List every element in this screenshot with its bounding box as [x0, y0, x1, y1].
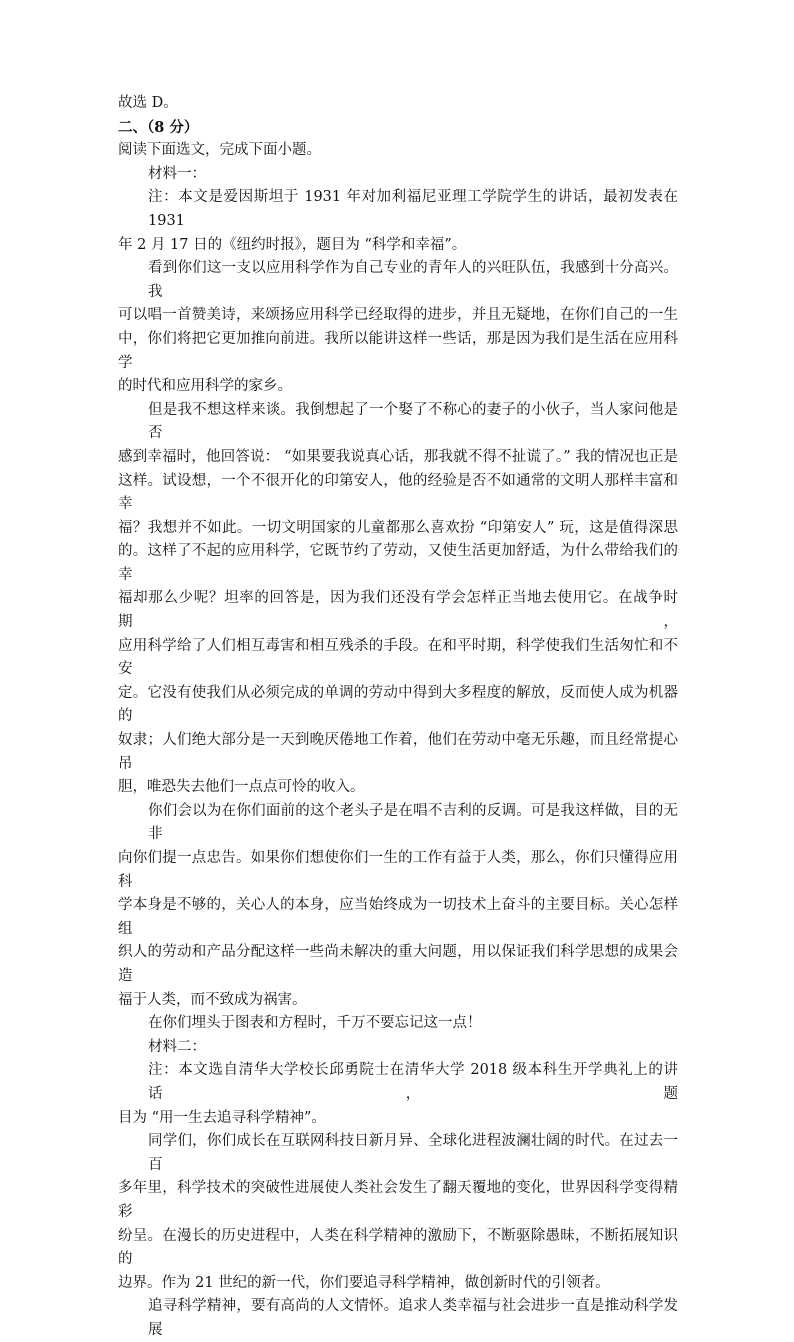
text-line: 阅读下面选文，完成下面小题。 — [118, 142, 321, 159]
text-line: 定。它没有使我们从必须完成的单调的劳动中得到大多程度的解放，反而使人成为机器的 — [118, 684, 678, 725]
text-line: 福却那么少呢？坦率的回答是，因为我们还没有学会怎样正当地去使用它。在战争时期， — [118, 590, 678, 631]
text-line: 可以唱一首赞美诗，来颂扬应用科学已经取得的进步，并且无疑地，在你们自己的一生 — [118, 307, 678, 324]
text-line: 看到你们这一支以应用科学作为自己专业的青年人的兴旺队伍，我感到十分高兴。我 — [148, 260, 678, 300]
text-line: 注：本文选自清华大学校长邱勇院士在清华大学 2018 级本科生开学典礼上的讲话，题 — [148, 1062, 678, 1102]
text-line: 应用科学给了人们相互毒害和相互残杀的手段。在和平时期，科学使我们生活匆忙和不安 — [118, 637, 678, 678]
text-line: 奴隶；人们绝大部分是一天到晚厌倦地工作着，他们在劳动中毫无乐趣，而且经常提心吊 — [118, 732, 678, 772]
text-line: 你们会以为在你们面前的这个老头子是在唱不吉利的反调。可是我这样做，目的无非 — [148, 802, 678, 843]
text-line: 的时代和应用科学的家乡。 — [118, 378, 292, 395]
text-line: 年 2 月 17 日的《纽约时报》，题目为 “科学和幸福”。 — [118, 236, 467, 253]
text-line: 向你们提一点忠告。如果你们想使你们一生的工作有益于人类，那么，你们只懂得应用科 — [118, 850, 678, 890]
text-line: 这样。试设想，一个不很开化的印第安人，他的经验是否不如通常的文明人那样丰富和幸 — [118, 472, 678, 513]
text-line: 在你们埋头于图表和方程时，千万不要忘记这一点！ — [148, 1015, 482, 1032]
text-line: 注：本文是爱因斯坦于 1931 年对加利福尼亚理工学院学生的讲话，最初发表在 1931 — [148, 189, 678, 229]
text-line: 福于人类，而不致成为祸害。 — [118, 991, 307, 1008]
text-line: 织人的劳动和产品分配这样一些尚未解决的重大问题，用以保证我们科学思想的成果会造 — [118, 944, 678, 984]
text-line: 同学们，你们成长在互联网科技日新月异、全球化进程波澜壮阔的时代。在过去一百 — [148, 1133, 678, 1173]
text-line: 故选 D。 — [118, 95, 178, 111]
text-line: 材料一： — [148, 165, 206, 182]
text-line: 胆，唯恐失去他们一点点可怜的收入。 — [118, 779, 365, 796]
text-line: 中，你们将把它更加推向前进。我所以能讲这样一些话，那是因为我们是生活在应用科学 — [118, 330, 678, 371]
text-line: 学本身是不够的，关心人的本身，应当始终成为一切技术上奋斗的主要目标。关心怎样组 — [118, 897, 678, 937]
text-line: 多年里，科学技术的突破性进展使人类社会发生了翻天覆地的变化，世界因科学变得精彩 — [118, 1180, 678, 1220]
text-line: 二、（8 分） — [118, 118, 199, 136]
text-line: 的。这样了不起的应用科学，它既节约了劳动，又使生活更加舒适，为什么带给我们的幸 — [118, 543, 678, 583]
text-line: 追寻科学精神，要有高尚的人文情怀。追求人类幸福与社会进步一直是推动科学发展 — [148, 1298, 678, 1338]
document-page — [118, 92, 678, 1342]
text-line: 纷呈。在漫长的历史进程中，人类在科学精神的激励下，不断驱除愚昧，不断拓展知识的 — [118, 1227, 678, 1268]
text-line: 材料二： — [148, 1038, 206, 1055]
text-line: 但是我不想这样来谈。我倒想起了一个娶了不称心的妻子的小伙子，当人家问他是否 — [148, 401, 678, 442]
text-line: 目为 “用一生去追寻科学精神”。 — [118, 1109, 326, 1126]
text-line: 感到幸福时，他回答说： “如果要我说真心话，那我就不得不扯谎了。” 我的情况也正是 — [118, 448, 678, 465]
text-line: 福？我想并不如此。一切文明国家的儿童都那么喜欢扮 “印第安人” 玩，这是值得深思 — [118, 519, 678, 536]
text-line: 边界。作为 21 世纪的新一代，你们要追寻科学精神，做创新时代的引领者。 — [118, 1274, 610, 1291]
